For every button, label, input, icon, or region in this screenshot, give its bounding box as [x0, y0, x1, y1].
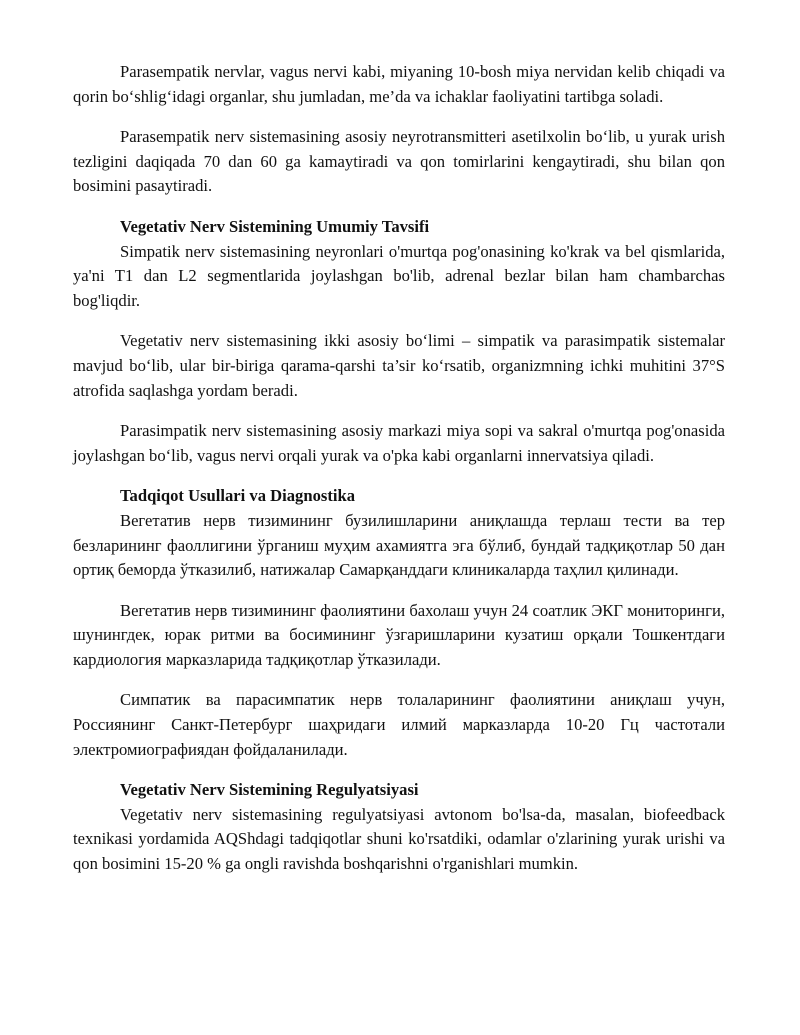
paragraph-methods-2: Вегетатив нерв тизимининг фаолиятини бахолаш учун 24 соатлик ЭКГ мониторинги, шунингдек, юрак ритми ва босимининг ўзгаришларини кузатиш орқали Тошкентдаги кардиология марказларида тадқиқотлар ўтказилади. — [73, 600, 725, 669]
paragraph-regulation-1: Vegetativ nerv sistemasining regulyatsiyasi avtonom bo'lsa-da, masalan, biofeedback texnikasi yordamida AQShdagi tadqiqotlar shuni ko'rsatdiki, odamlar o'zlarining yurak urishi va qon bosimini 15-20 % ga ongli ravishda boshqarishni o'rganishlari mumkin. — [73, 804, 725, 874]
document-page — [73, 60, 725, 893]
paragraph-general-1: Simpatik nerv sistemasining neyronlari o'murtqa pog'onasining ko'krak va bel qismlarida, ya'ni T1 dan L2 segmentlarida joylashgan bo'lib, adrenal bezlar bilan ham chambarchas bog'liqdir. — [73, 241, 725, 310]
paragraph-general-3: Parasimpatik nerv sistemasining asosiy markazi miya sopi va sakral o'murtqa pog'onasida joylashgan bo‘lib, vagus nervi orqali yurak va o'pka kabi organlarni innervatsiya qiladi. — [73, 421, 725, 465]
paragraph-intro-2: Parasempatik nerv sistemasining asosiy neyrotransmitteri asetilxolin bo‘lib, u yurak urish tezligini daqiqada 70 dan 60 ga kamaytiradi va qon tomirlarini kengaytiradi, shu bilan qon bosimini pasaytiradi. — [73, 127, 725, 196]
section-heading-general: Vegetativ Nerv Sistemining Umumiy Tavsifi — [120, 216, 430, 236]
section-heading-regulation: Vegetativ Nerv Sistemining Regulyatsiyasi — [120, 780, 419, 800]
section-heading-methods: Tadqiqot Usullari va Diagnostika — [120, 486, 355, 506]
paragraph-intro-1: Parasempatik nervlar, vagus nervi kabi, miyaning 10-bosh miya nervidan kelib chiqadi va qorin bo‘shlig‘idagi organlar, shu jumladan, me’da va ichaklar faoliyatini tartibga soladi. — [73, 62, 725, 106]
paragraph-general-2: Vegetativ nerv sistemasining ikki asosiy bo‘limi – simpatik va parasimpatik sistemalar mavjud bo‘lib, ular bir-biriga qarama-qarshi ta’sir ko‘rsatib, organizmning ichki muhitini 37°S atrofida saqlashga yordam beradi. — [73, 331, 725, 400]
paragraph-methods-1: Вегетатив нерв тизимининг бузилишларини аниқлашда терлаш тести ва тер безларининг фаоллигини ўрганиш муҳим ахамиятга эга бўлиб, бундай тадқиқотлар 50 дан ортиқ беморда ўтказилиб, натижалар Самарқанддаги клиникаларда таҳлил қилинади. — [73, 510, 725, 580]
paragraph-methods-3: Симпатик ва парасимпатик нерв толаларининг фаолиятини аниқлаш учун, Россиянинг Санкт-Петербург шаҳридаги илмий марказларда 10-20 Гц частотали электромиографиядан фойдаланилади. — [73, 690, 725, 759]
